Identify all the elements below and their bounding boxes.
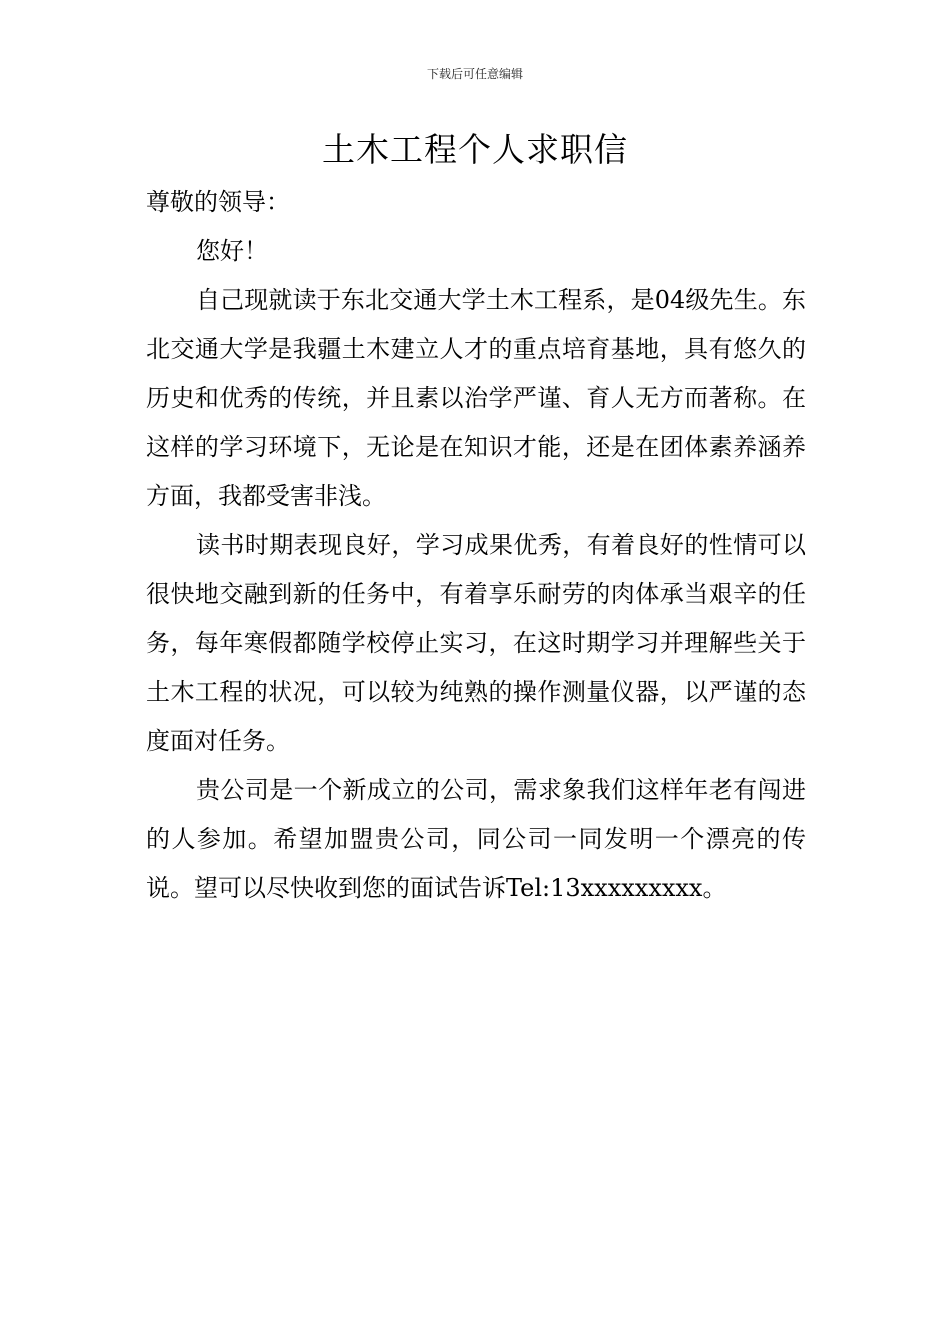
header-note: 下载后可任意编辑 <box>426 67 523 81</box>
paragraph-3: 贵公司是一个新成立的公司，需求象我们这样年老有闯进的人参加。希望加盟贵公司，同公司一同发明一个漂亮的传说。望可以尽快收到您的面试告诉Tel:13xxxxxxxxx。 <box>146 776 806 902</box>
paragraph-1: 自己现就读于东北交通大学土木工程系，是04级先生。东北交通大学是我疆土木建立人才的重点培育基地，具有悠久的历史和优秀的传统，并且素以治学严谨、育人无方而著称。在这样的学习环境下，无论是在知识才能，还是在团体素养涵养方面，我都受害非浅。 <box>146 286 806 510</box>
greeting: 您好！ <box>196 237 268 265</box>
salutation: 尊敬的领导： <box>146 188 290 216</box>
letter-body <box>146 178 806 913</box>
document-title: 土木工程个人求职信 <box>322 130 628 169</box>
paragraph-2: 读书时期表现良好，学习成果优秀，有着良好的性情可以很快地交融到新的任务中，有着享乐耐劳的肉体承当艰辛的任务，每年寒假都随学校停止实习，在这时期学习并理解些关于土木工程的状况，可以较为纯熟的操作测量仪器，以严谨的态度面对任务。 <box>146 531 806 755</box>
